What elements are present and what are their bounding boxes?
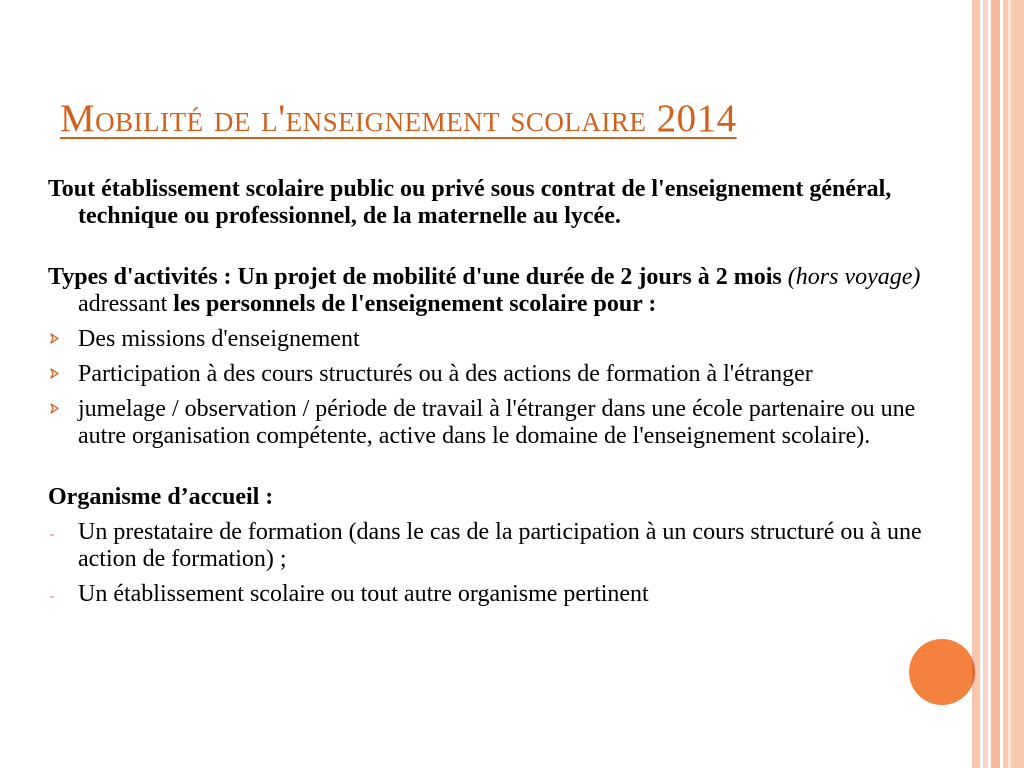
- chevron-arrow-icon: [49, 333, 60, 344]
- list-item: [48, 326, 966, 353]
- decorative-stripe: [1008, 0, 1011, 768]
- dash-icon: -: [50, 588, 55, 603]
- host-text: Un prestataire de formation (dans le cas de la participation à un cours structuré ou à une action de formation) ;: [78, 519, 922, 572]
- list-item: [48, 519, 966, 573]
- decorative-stripe: [991, 0, 1000, 768]
- addressing-text: adressant: [78, 291, 174, 317]
- decorative-circle: [909, 639, 975, 705]
- decorative-stripe: [972, 0, 980, 768]
- hors-voyage-note: (hors voyage): [787, 264, 921, 290]
- chevron-arrow-icon: [49, 403, 60, 414]
- activity-types-lead: Types d'activités : Un projet de mobilité d'une durée de 2 jours à 2 mois: [48, 264, 788, 290]
- intro-paragraph: Tout établissement scolaire public ou privé sous contrat de l'enseignement général, technique ou professionnel, de la maternelle au lycée.: [48, 176, 892, 229]
- target-audience-text: les personnels de l'enseignement scolaire pour :: [173, 291, 657, 317]
- activity-types-paragraph: [48, 264, 966, 318]
- slide-body: [48, 176, 966, 608]
- activity-text: Des missions d'enseignement: [78, 326, 360, 352]
- chevron-arrow-icon: [49, 368, 60, 379]
- activity-text: jumelage / observation / période de travail à l'étranger dans une école partenaire ou une autre organisation compétente, active dans le domaine de l'enseignement scolaire).: [78, 396, 916, 449]
- host-text: Un établissement scolaire ou tout autre organisme pertinent: [78, 581, 649, 607]
- slide-title: Mobilité de l'enseignement scolaire 2014: [60, 97, 737, 140]
- host-heading: Organisme d’accueil :: [48, 484, 274, 510]
- list-item: [48, 396, 966, 450]
- activity-text: Participation à des cours structurés ou à des actions de formation à l'étranger: [78, 361, 813, 387]
- dash-icon: -: [50, 526, 55, 541]
- list-item: [48, 361, 966, 388]
- decorative-stripe: [1003, 0, 1024, 768]
- list-item: [48, 581, 966, 608]
- decorative-stripe: [983, 0, 988, 768]
